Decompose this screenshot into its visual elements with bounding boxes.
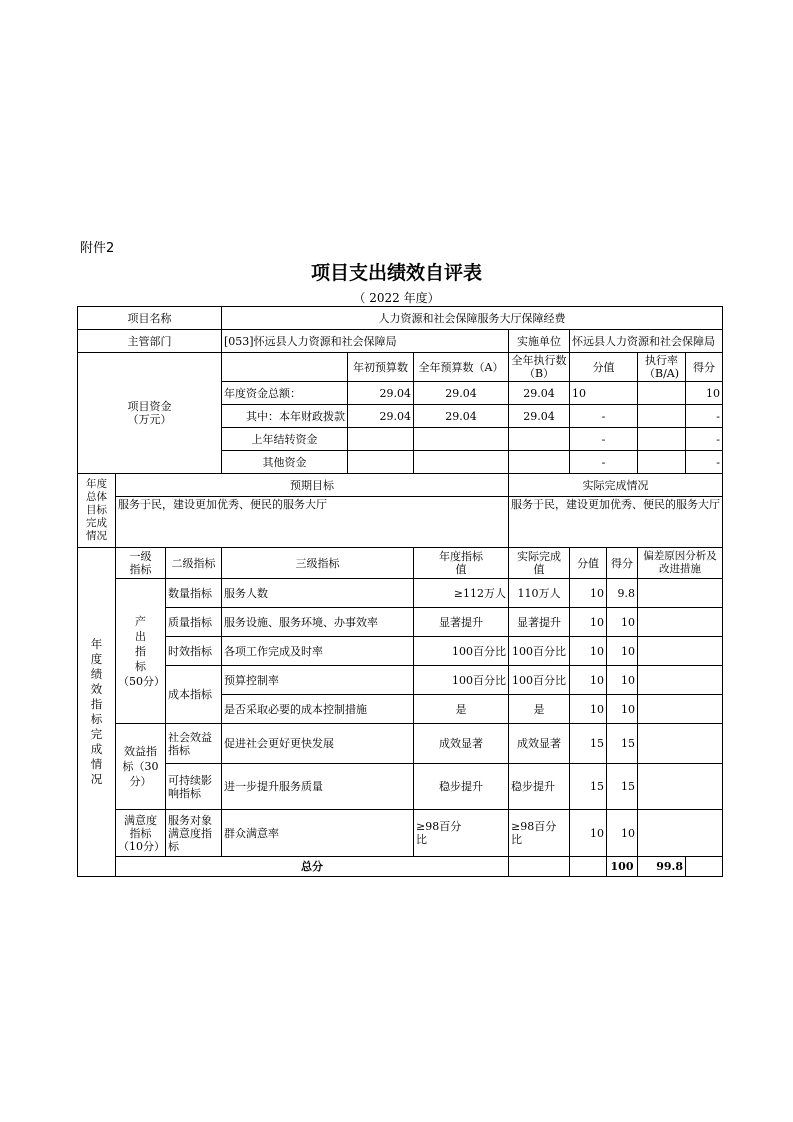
funds-header-initial: 年初预算数 — [348, 353, 414, 382]
ind-header-score: 分值 — [570, 548, 607, 579]
ind-row-actual: 成效显著 — [509, 724, 570, 764]
ind-header-level3: 三级指标 — [222, 548, 414, 579]
dept-value: [053]怀远县人力资源和社会保障局 — [222, 330, 509, 353]
ind-row-got: 9.8 — [607, 579, 638, 608]
ind-row-got: 10 — [607, 637, 638, 666]
total-got: 99.8 — [638, 857, 686, 877]
total-target-blank — [509, 857, 570, 877]
year-label: （ 2022 年度） — [353, 291, 440, 305]
ind-row-reason — [638, 666, 723, 695]
funds-row-initial — [348, 451, 414, 474]
unit-value: 怀远县人力资源和社会保障局 — [570, 330, 723, 353]
funds-row-full: 29.04 — [414, 382, 509, 405]
ind-row-actual: 稳步提升 — [509, 764, 570, 810]
ind-row-reason — [638, 695, 723, 724]
goals-expected-value: 服务于民，建设更加优秀、便民的服务大厅 — [116, 497, 509, 548]
ind-row-level2: 可持续影 响指标 — [166, 764, 222, 810]
ind-row-target: 100百分比 — [414, 637, 509, 666]
ind-row-level2: 数量指标 — [166, 579, 222, 608]
indicators-label: 年 度 绩 效 指 标 完 成 情 况 — [78, 548, 116, 877]
funds-header-blank — [222, 353, 348, 382]
funds-row-full: 29.04 — [414, 405, 509, 428]
ind-row-target: 稳步提升 — [414, 764, 509, 810]
ind-row-score: 10 — [570, 695, 607, 724]
funds-header-got: 得分 — [686, 353, 723, 382]
ind-row-level3: 群众满意率 — [222, 810, 414, 857]
ind-header-reason: 偏差原因分析及 改进措施 — [638, 548, 723, 579]
ind-row-reason — [638, 724, 723, 764]
funds-row-label: 其中：本年财政拨款 — [222, 405, 348, 428]
ind-row-actual: 显著提升 — [509, 608, 570, 637]
ind-row-level3: 服务设施、服务环境、办事效率 — [222, 608, 414, 637]
ind-row-reason — [638, 637, 723, 666]
funds-row-got: - — [686, 428, 723, 451]
ind-row-level2: 服务对象 满意度指 标 — [166, 810, 222, 857]
total-score: 100 — [607, 857, 638, 877]
ind-row-score: 10 — [570, 608, 607, 637]
evaluation-table — [77, 306, 723, 877]
ind-row-got: 15 — [607, 764, 638, 810]
ind-row-got: 10 — [607, 608, 638, 637]
ind-row-target: 显著提升 — [414, 608, 509, 637]
goals-actual-header: 实际完成情况 — [509, 474, 723, 497]
goals-expected-header: 预期目标 — [116, 474, 509, 497]
ind-row-target: ≥112万人 — [414, 579, 509, 608]
ind-header-target: 年度指标 值 — [414, 548, 509, 579]
ind-row-target: 成效显著 — [414, 724, 509, 764]
ind-row-score: 10 — [570, 637, 607, 666]
funds-row-initial: 29.04 — [348, 382, 414, 405]
funds-label: 项目资金 （万元） — [78, 353, 222, 474]
funds-row-got: 10 — [686, 382, 723, 405]
ind-group-output: 产 出 指 标 （50分） — [116, 579, 166, 724]
funds-row-got: - — [686, 451, 723, 474]
funds-row-rate — [638, 428, 686, 451]
ind-row-level2: 时效指标 — [166, 637, 222, 666]
ind-row-target: 是 — [414, 695, 509, 724]
project-name-value: 人力资源和社会保障服务大厅保障经费 — [222, 307, 723, 330]
ind-row-target: 100百分比 — [414, 666, 509, 695]
goals-label: 年度 总体 目标 完成 情况 — [78, 474, 116, 548]
ind-row-reason — [638, 579, 723, 608]
unit-label: 实施单位 — [509, 330, 570, 353]
funds-row-label: 年度资金总额： — [222, 382, 348, 405]
funds-row-rate — [638, 382, 686, 405]
ind-row-target: ≥98百分 比 — [414, 810, 509, 857]
ind-row-actual: 100百分比 — [509, 637, 570, 666]
ind-row-level3: 预算控制率 — [222, 666, 414, 695]
ind-row-level3: 进一步提升服务质量 — [222, 764, 414, 810]
funds-header-rate: 执行率（B/A) — [638, 353, 686, 382]
funds-row-rate — [638, 451, 686, 474]
funds-row-exec — [509, 428, 570, 451]
attachment-label: 附件2 — [80, 241, 115, 256]
funds-row-exec — [509, 451, 570, 474]
ind-group-satisfaction: 满意度 指标 （10分） — [116, 810, 166, 857]
ind-header-level2: 二级指标 — [166, 548, 222, 579]
ind-row-score: 10 — [570, 810, 607, 857]
ind-row-got: 15 — [607, 724, 638, 764]
ind-row-score: 15 — [570, 764, 607, 810]
ind-row-score: 15 — [570, 724, 607, 764]
ind-row-got: 10 — [607, 810, 638, 857]
ind-row-reason — [638, 608, 723, 637]
funds-header-full: 全年预算数（A） — [414, 353, 509, 382]
funds-row-score: - — [570, 428, 638, 451]
ind-row-level2: 社会效益 指标 — [166, 724, 222, 764]
funds-row-rate — [638, 405, 686, 428]
funds-row-label: 上年结转资金 — [222, 428, 348, 451]
ind-row-level3: 服务人数 — [222, 579, 414, 608]
goals-actual-value: 服务于民，建设更加优秀、便民的服务大厅 — [509, 497, 723, 548]
ind-row-level3: 各项工作完成及时率 — [222, 637, 414, 666]
ind-row-score: 10 — [570, 666, 607, 695]
total-actual-blank — [570, 857, 607, 877]
funds-row-got: - — [686, 405, 723, 428]
funds-row-exec: 29.04 — [509, 382, 570, 405]
ind-row-reason — [638, 764, 723, 810]
funds-row-initial — [348, 428, 414, 451]
project-name-label: 项目名称 — [78, 307, 222, 330]
ind-row-reason — [638, 810, 723, 857]
funds-row-full — [414, 428, 509, 451]
funds-row-score: 10 — [570, 382, 638, 405]
funds-header-exec: 全年执行数（B） — [509, 353, 570, 382]
ind-row-score: 10 — [570, 579, 607, 608]
ind-row-level2: 质量指标 — [166, 608, 222, 637]
ind-row-actual: 100百分比 — [509, 666, 570, 695]
dept-label: 主管部门 — [78, 330, 222, 353]
funds-row-score: - — [570, 451, 638, 474]
ind-header-actual: 实际完成 值 — [509, 548, 570, 579]
funds-row-score: - — [570, 405, 638, 428]
ind-header-level1: 一级 指标 — [116, 548, 166, 579]
ind-row-actual: ≥98百分 比 — [509, 810, 570, 857]
page-title: 项目支出绩效自评表 — [310, 262, 482, 284]
ind-row-level3: 是否采取必要的成本控制措施 — [222, 695, 414, 724]
total-reason-blank — [686, 857, 723, 877]
total-label: 总分 — [116, 857, 509, 877]
ind-row-level2: 成本指标 — [166, 666, 222, 724]
ind-row-got: 10 — [607, 666, 638, 695]
funds-row-initial: 29.04 — [348, 405, 414, 428]
ind-row-actual: 110万人 — [509, 579, 570, 608]
funds-header-score: 分值 — [570, 353, 638, 382]
ind-group-benefit: 效益指 标（30 分） — [116, 724, 166, 810]
funds-row-label: 其他资金 — [222, 451, 348, 474]
ind-row-got: 10 — [607, 695, 638, 724]
ind-row-actual: 是 — [509, 695, 570, 724]
funds-row-exec: 29.04 — [509, 405, 570, 428]
ind-header-got: 得分 — [607, 548, 638, 579]
ind-row-level3: 促进社会更好更快发展 — [222, 724, 414, 764]
funds-row-full — [414, 451, 509, 474]
